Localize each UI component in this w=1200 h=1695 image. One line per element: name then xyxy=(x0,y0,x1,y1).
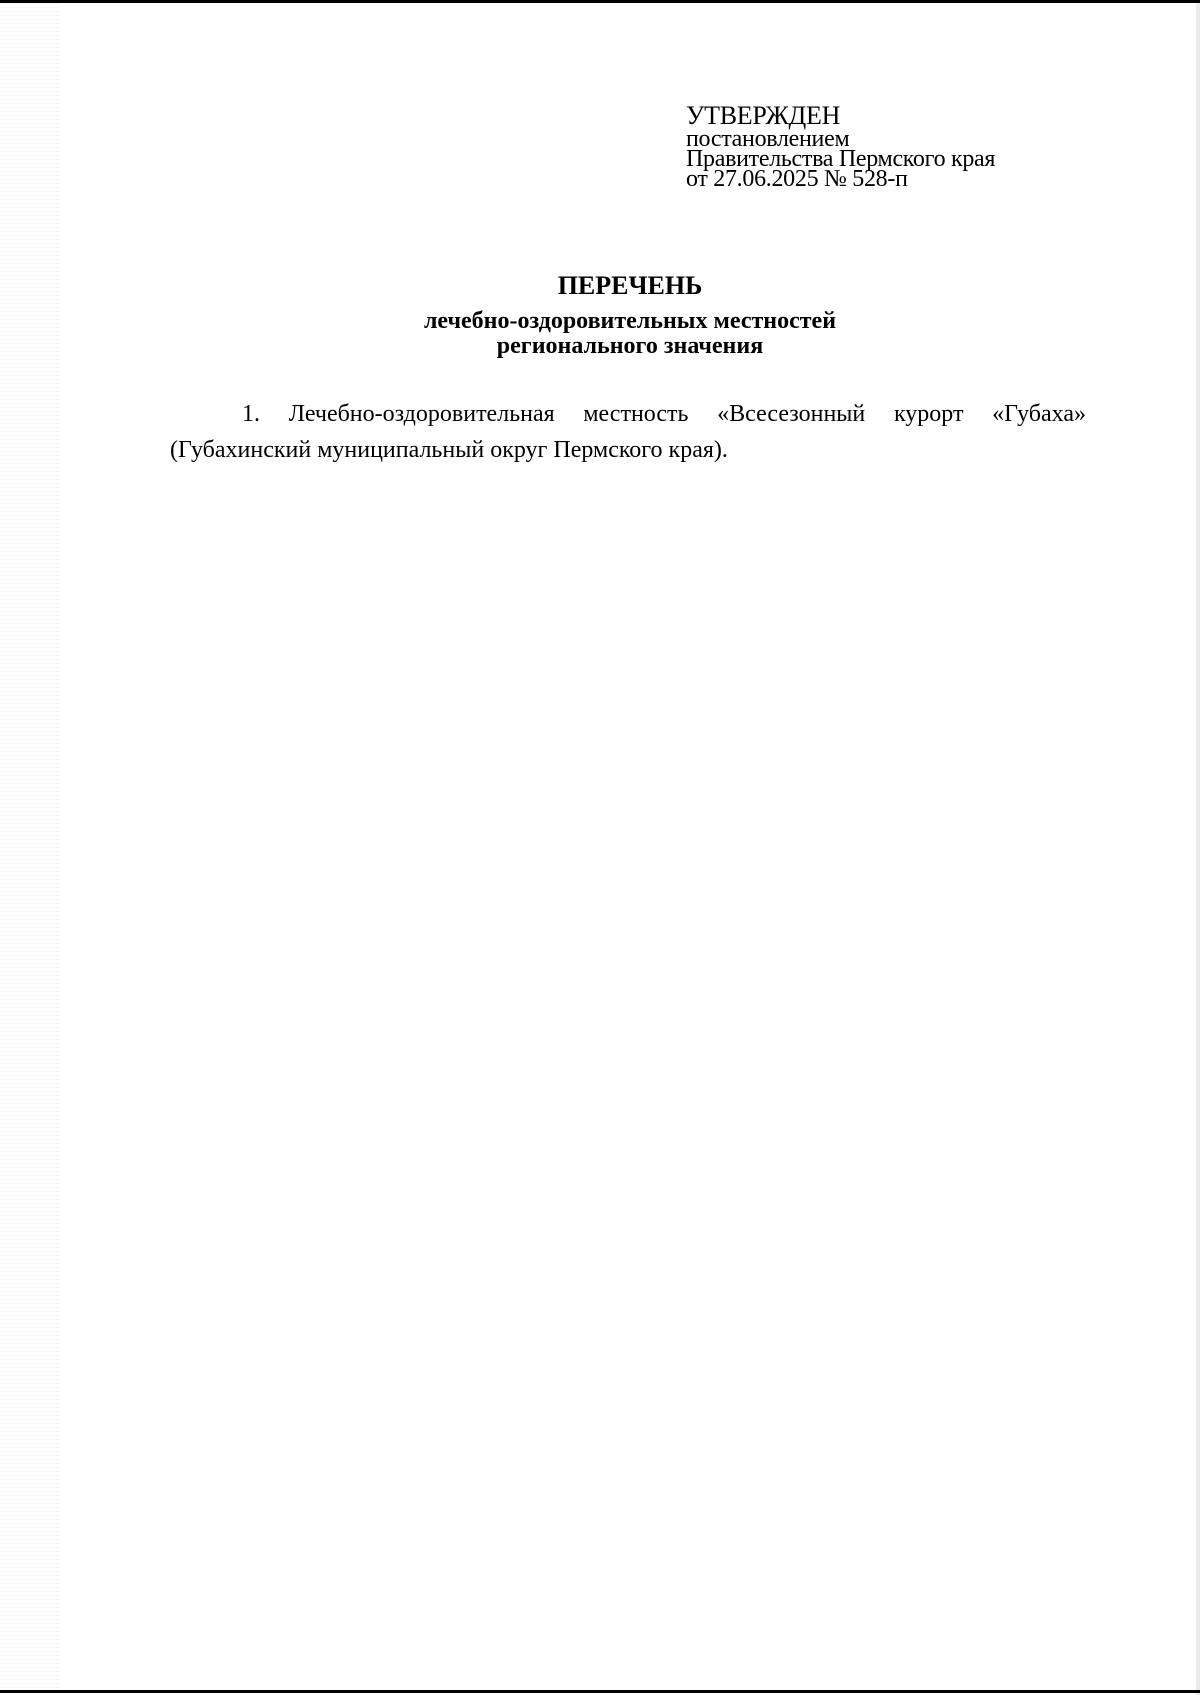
list-item: 1. Лечебно-оздоровительная местность «Всесезонный курорт «Губаха» (Губахинский муниципальный округ Пермского края). xyxy=(170,401,1086,463)
approval-block xyxy=(686,101,1106,192)
document-subtitle xyxy=(0,309,1200,359)
scan-border-right xyxy=(1196,0,1200,1695)
subtitle-line-2: регионального значения xyxy=(496,333,764,359)
subtitle-line-1: лечебно-оздоровительных местностей xyxy=(423,308,837,334)
scan-border-top xyxy=(0,0,1200,3)
document-title: ПЕРЕЧЕНЬ xyxy=(557,271,703,300)
approval-line-1: постановлением xyxy=(686,126,850,152)
scan-border-left xyxy=(0,0,60,1695)
approval-line-3: от 27.06.2025 № 528-п xyxy=(686,166,908,192)
scan-border-bottom xyxy=(0,1690,1200,1693)
approval-line-2: Правительства Пермского края xyxy=(686,146,996,172)
approval-heading: УТВЕРЖДЕН xyxy=(686,101,841,130)
